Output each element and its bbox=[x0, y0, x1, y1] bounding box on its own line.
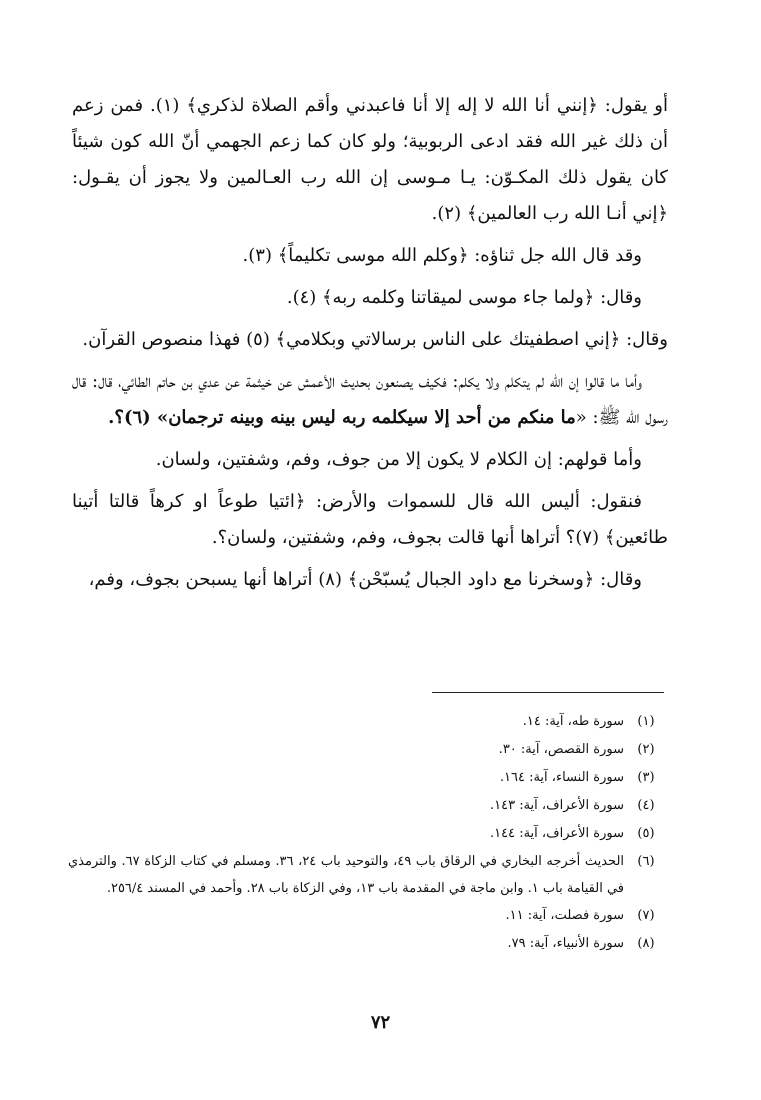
paragraph-1: أو يقول: ﴿إنني أنا الله لا إله إلا أنا فاعبدني وأقم الصلاة لذكري﴾ (١). فمن زعم أن ذلك غير الله فقد ادعى الربوبية؛ ولو كان كما زعم الجهمي أنّ الله كون شيئاً كان يقول ذلك المكـوّن: يـا مـوسى إن الله رب العـالمين ولا يجوز أن يقـول: ﴿إني أنـا الله رب العالمين﴾ (٢). bbox=[72, 95, 668, 224]
footnote bbox=[68, 764, 668, 792]
paragraph-3: وقال: ﴿ولما جاء موسى لميقاتنا وكلمه ربه﴾ (٤). bbox=[286, 287, 642, 308]
footnote-text: سورة النساء، آية: ١٦٤. bbox=[499, 770, 624, 785]
paragraph-4: وقال: ﴿إني اصطفيتك على الناس برسالاتي وبكلامي﴾ (٥) فهذا منصوص القرآن. bbox=[82, 329, 668, 350]
paragraph-8: وقال: ﴿وسخرنا مع داود الجبال يُسبّحْن﴾ (٨) أتراها أنها يسبحن بجوف، وفم، bbox=[88, 569, 642, 590]
footnote-text: سورة طه، آية: ١٤. bbox=[522, 714, 624, 729]
paragraph-7: فنقول: أليس الله قال للسموات والأرض: ﴿ائتيا طوعاً او كرهاً قالتا أتينا طائعين﴾ (٧)؟ أتراها أنها قالت بجوف، وفم، وشفتين، ولسان؟. bbox=[72, 491, 668, 548]
footnote-number: (٢) bbox=[637, 742, 655, 757]
footnote bbox=[68, 848, 668, 902]
footnote-divider bbox=[432, 692, 664, 693]
page-number: ٧٢ bbox=[370, 1012, 391, 1033]
footnote-text: سورة فصلت، آية: ١١. bbox=[505, 908, 624, 923]
footnote-text: سورة الأعراف، آية: ١٤٣. bbox=[489, 798, 624, 813]
paragraph-6: وأما قولهم: إن الكلام لا يكون إلا من جوف، وفم، وشفتين، ولسان. bbox=[155, 449, 642, 470]
paragraph-2: وقد قال الله جل ثناؤه: ﴿وكلم الله موسى تكليماً﴾ (٣). bbox=[242, 245, 642, 266]
footnote bbox=[68, 708, 668, 736]
footnote bbox=[68, 820, 668, 848]
footnotes bbox=[68, 708, 668, 958]
footnote-number: (٤) bbox=[637, 798, 655, 813]
footnote bbox=[68, 792, 668, 820]
footnote-text: سورة القصص، آية: ٣٠. bbox=[498, 742, 624, 757]
footnote-text: سورة الأنبياء، آية: ٧٩. bbox=[507, 936, 624, 951]
hadith-quote: ما منكم من أحد إلا سيكلمه ربه ليس بينه وبينه ترجمان bbox=[168, 407, 576, 428]
main-text bbox=[72, 88, 668, 604]
footnote bbox=[68, 736, 668, 764]
paragraph-5 bbox=[72, 364, 668, 436]
footnote-text: الحديث أخرجه البخاري في الرقاق باب ٤٩، والتوحيد باب ٢٤، ٣٦. ومسلم في كتاب الزكاة ٦٧. والترمذي في القيامة باب ١. وابن ماجة في المقدمة باب ١٣، وفي الزكاة باب ٢٨. وأحمد في المسند ٢٥٦/٤. bbox=[68, 854, 625, 896]
paragraph-5-intro: وأما ما قالوا إن الله لم يتكلم ولا يكلم: فكيف يصنعون بحديث الأعمش عن خيثمة عن عدي بن حاتم الطائي، قال: قال رسول الله ﷺ: « bbox=[72, 371, 668, 428]
footnote-number: (٧) bbox=[637, 908, 655, 923]
footnote-text: سورة الأعراف، آية: ١٤٤. bbox=[489, 826, 624, 841]
footnote-number: (٥) bbox=[637, 826, 655, 841]
footnote bbox=[68, 930, 668, 958]
footnote-number: (٣) bbox=[637, 770, 655, 785]
paragraph-5-end: » (٦)؟. bbox=[108, 407, 169, 428]
footnote-number: (١) bbox=[637, 714, 655, 729]
footnote bbox=[68, 902, 668, 930]
footnote-number: (٦) bbox=[637, 854, 655, 869]
footnote-number: (٨) bbox=[637, 936, 655, 951]
